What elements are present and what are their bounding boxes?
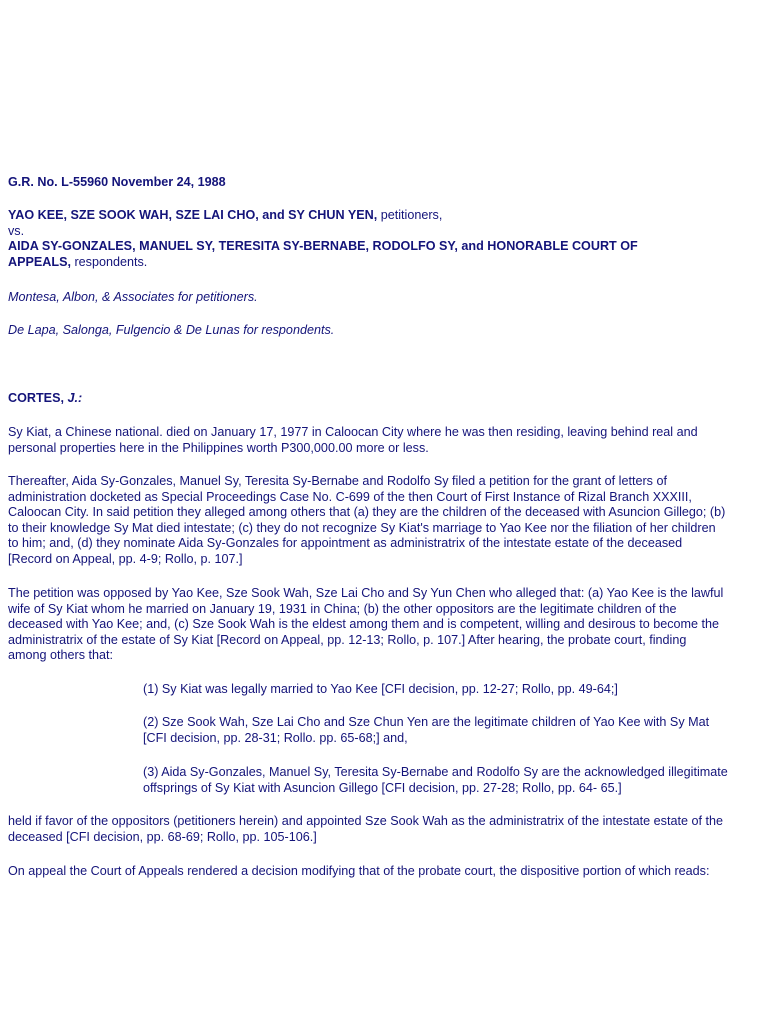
petitioners-block [8, 208, 760, 270]
paragraph-line: administratrix of the estate of Sy Kiat [Record on Appeal, pp. 12-13; Rollo, p. 107.] After hearing, the probate court, finding [8, 632, 687, 647]
finding-1 [143, 682, 763, 698]
ponente-name: CORTES, [8, 391, 68, 405]
respondents-counsel: De Lapa, Salonga, Fulgencio & De Lunas for respondents. [8, 323, 335, 337]
paragraph-line: personal properties here in the Philippines worth P300,000.00 more or less. [8, 440, 429, 455]
paragraph-line: The petition was opposed by Yao Kee, Sze Sook Wah, Sze Lai Cho and Sy Yun Chen who alleged that: (a) Yao Kee is the lawful [8, 586, 724, 600]
petitioners-names: YAO KEE, SZE SOOK WAH, SZE LAI CHO, and SY CHUN YEN, [8, 208, 378, 222]
paragraph-line: administration docketed as Special Proceedings Case No. C-699 of the then Court of First Instance of Rizal Branch XXXIII, [8, 489, 692, 504]
paragraph-line: On appeal the Court of Appeals rendered a decision modifying that of the probate court, the dispositive portion of which reads: [8, 864, 710, 878]
ponente [8, 391, 760, 407]
finding-line: (3) Aida Sy-Gonzales, Manuel Sy, Teresita Sy-Bernabe and Rodolfo Sy are the acknowledged illegitimate [143, 765, 728, 779]
paragraph-line: Thereafter, Aida Sy-Gonzales, Manuel Sy, Teresita Sy-Bernabe and Rodolfo Sy filed a petition for the grant of letters of [8, 474, 667, 488]
finding-line: [CFI decision, pp. 28-31; Rollo. pp. 65-68;] and, [143, 730, 408, 745]
finding-line: offsprings of Sy Kiat with Asuncion Gillego [CFI decision, pp. 27-28; Rollo, pp. 64- 65.] [143, 780, 622, 795]
ponente-title: J.: [67, 391, 83, 405]
paragraph-line: [Record on Appeal, pp. 4-9; Rollo, p. 107.] [8, 551, 243, 566]
paragraph-line: deceased with Yao Kee; and, (c) Sze Sook Wah is the eldest among them and is competent, willing and desirous to become the [8, 617, 720, 632]
finding-line: (2) Sze Sook Wah, Sze Lai Cho and Sze Chun Yen are the legitimate children of Yao Kee with Sy Mat [143, 715, 710, 729]
petitioners-counsel: Montesa, Albon, & Associates for petitioners. [8, 290, 258, 304]
paragraph-line: deceased [CFI decision, pp. 68-69; Rollo, pp. 105-106.] [8, 829, 317, 844]
paragraph-line: Caloocan City. In said petition they alleged among others that (a) they are the children of the deceased with Asuncion Gillego; (b) [8, 505, 726, 520]
paragraph-line: to their knowledge Sy Mat died intestate; (c) they do not recognize Sy Kiat's marriage to Yao Kee nor the filiation of her children [8, 520, 716, 535]
paragraph-5 [8, 864, 760, 880]
petitioners-label: petitioners, [377, 208, 443, 222]
paragraph-4 [8, 814, 760, 845]
paragraph-line: held if favor of the oppositors (petitioners herein) and appointed Sze Sook Wah as the administratrix of the intestate estate of the [8, 814, 723, 828]
paragraph-line: wife of Sy Kiat whom he married on January 19, 1931 in China; (b) the other oppositors are the legitimate children of the [8, 601, 677, 616]
paragraph-3 [8, 586, 760, 664]
finding-line: (1) Sy Kiat was legally married to Yao Kee [CFI decision, pp. 12-27; Rollo, pp. 49-64;] [143, 682, 618, 696]
finding-2 [143, 715, 763, 746]
respondents-names-line1: AIDA SY-GONZALES, MANUEL SY, TERESITA SY-BERNABE, RODOLFO SY, and HONORABLE COURT OF [8, 239, 638, 254]
paragraph-2 [8, 474, 760, 568]
versus-label: vs. [8, 223, 25, 238]
finding-3 [143, 765, 763, 796]
paragraph-line: among others that: [8, 648, 114, 663]
respondents-names-line2: APPEALS, [8, 254, 71, 269]
paragraph-line: Sy Kiat, a Chinese national. died on January 17, 1977 in Caloocan City where he was then residing, leaving behind real and [8, 425, 698, 439]
respondents-label: respondents. [70, 254, 148, 269]
paragraph-line: to him; and, (d) they nominate Aida Sy-Gonzales for appointment as administratrix of the intestate estate of the deceased [8, 536, 683, 551]
case-number: G.R. No. L-55960 November 24, 1988 [8, 175, 226, 189]
paragraph-1 [8, 425, 760, 456]
